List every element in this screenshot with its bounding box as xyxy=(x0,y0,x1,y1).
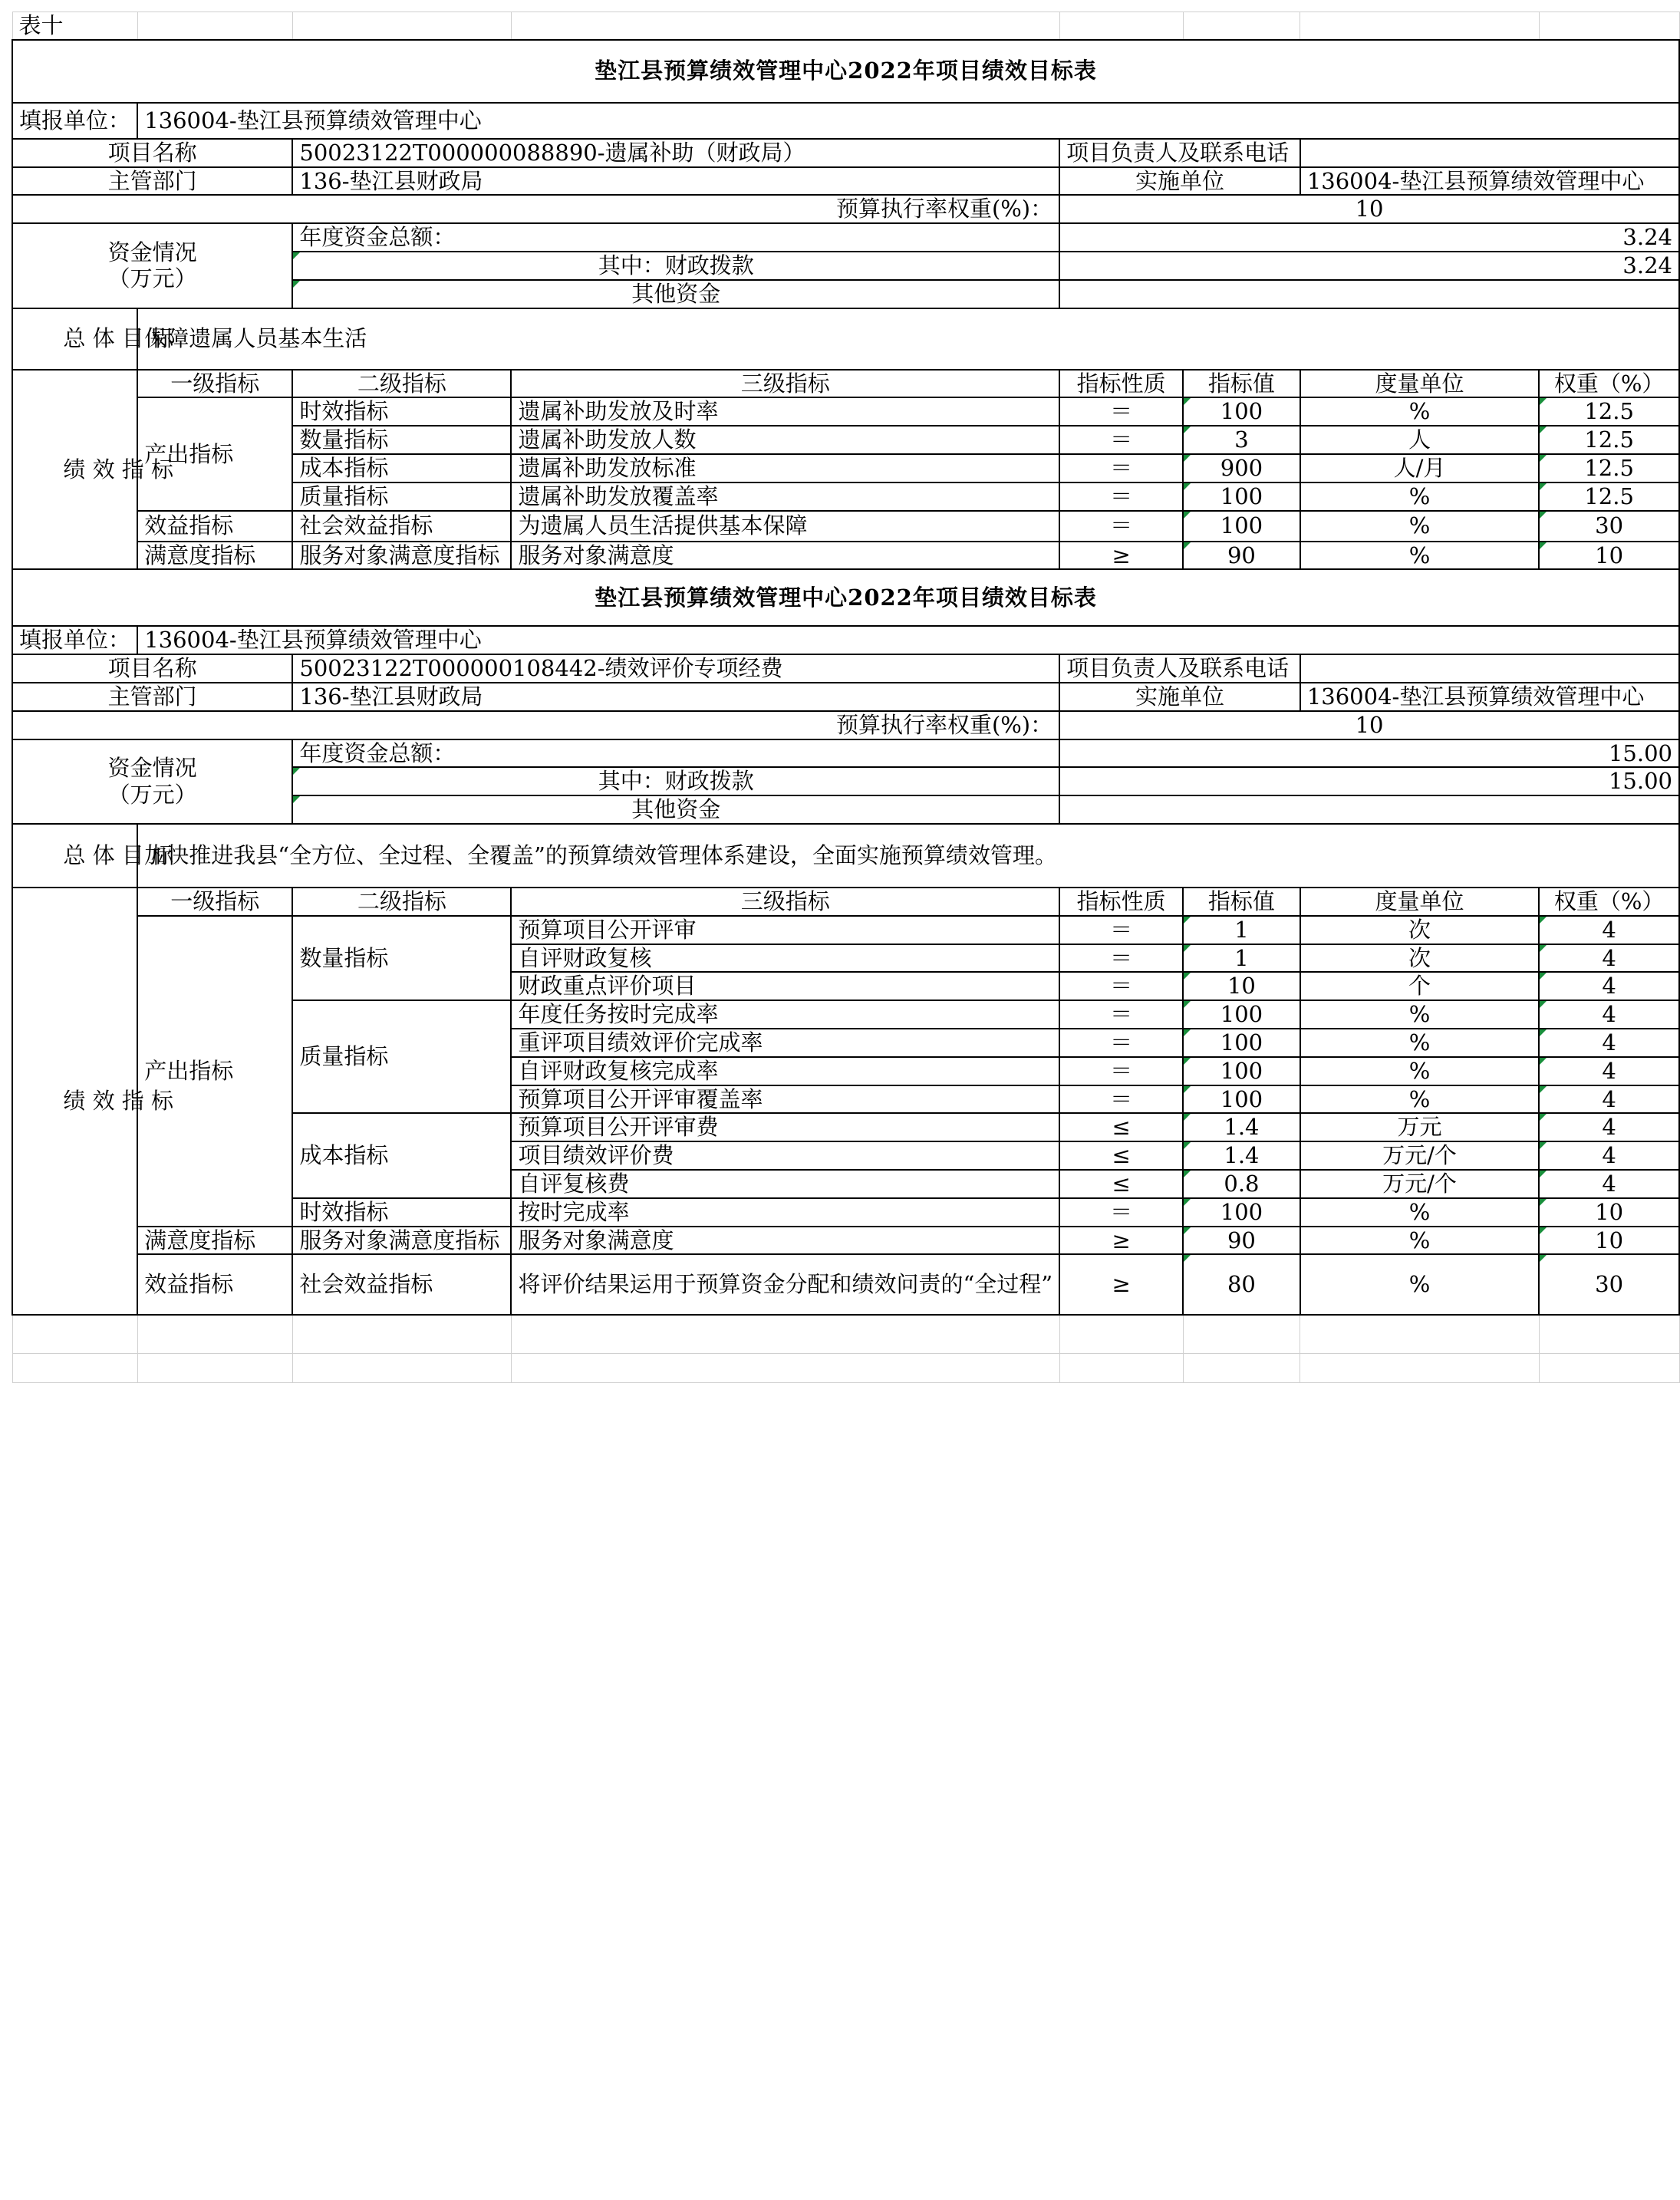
table-title: 垫江县预算绩效管理中心2022年项目绩效目标表 xyxy=(12,569,1679,626)
indicator-value: 1 xyxy=(1183,916,1300,944)
sheet-row xyxy=(12,223,1679,252)
grid-cell xyxy=(137,1353,292,1382)
sheet-row xyxy=(12,1315,1679,1353)
indicators-label xyxy=(12,888,174,1315)
level3-indicator: 自评财政复核完成率 xyxy=(511,1057,1059,1085)
indicator-unit: 个 xyxy=(1300,972,1539,1000)
col-l2-header: 二级指标 xyxy=(292,888,511,916)
level2-indicator: 质量指标 xyxy=(292,482,511,511)
sheet-row xyxy=(12,370,1679,398)
grid-cell xyxy=(511,1315,1059,1353)
level2-indicator: 时效指标 xyxy=(292,397,511,426)
grid-cell xyxy=(1300,1315,1539,1353)
impl-unit-label: 实施单位 xyxy=(1059,683,1300,711)
contact-label: 项目负责人及联系电话 xyxy=(1059,139,1300,167)
level3-indicator: 按时完成率 xyxy=(511,1198,1059,1227)
indicator-value: 90 xyxy=(1183,1227,1300,1255)
indicator-unit: % xyxy=(1300,482,1539,511)
level3-indicator: 服务对象满意度 xyxy=(511,542,1059,570)
annual-total-value: 15.00 xyxy=(1059,739,1679,768)
project-name-value: 50023122T000000108442-绩效评价专项经费 xyxy=(292,654,1059,683)
col-value-header: 指标值 xyxy=(1183,370,1300,398)
level3-indicator: 服务对象满意度 xyxy=(511,1227,1059,1255)
fiscal-label: 其中：财政拨款 xyxy=(292,252,1059,280)
indicator-weight: 12.5 xyxy=(1539,397,1679,426)
sheet-row xyxy=(12,139,1679,167)
indicator-nature: ＝ xyxy=(1059,1085,1183,1114)
sheet-row xyxy=(12,569,1679,626)
budget-weight-label: 预算执行率权重(%)： xyxy=(12,195,1059,223)
indicator-nature: ≤ xyxy=(1059,1113,1183,1141)
indicator-unit: 次 xyxy=(1300,944,1539,973)
indicator-value: 100 xyxy=(1183,1000,1300,1029)
indicator-weight: 10 xyxy=(1539,542,1679,570)
grid-cell xyxy=(1539,12,1679,40)
indicator-unit: % xyxy=(1300,1000,1539,1029)
level2-indicator: 成本指标 xyxy=(292,1113,511,1197)
goal-label-text: 总 体 目 标 xyxy=(63,325,174,352)
indicator-value: 3 xyxy=(1183,426,1300,454)
goal-value: 保障遗属人员基本生活 xyxy=(137,308,1679,370)
indicator-value: 100 xyxy=(1183,1198,1300,1227)
dept-label: 主管部门 xyxy=(12,683,292,711)
project-name-value: 50023122T000000088890-遗属补助（财政局） xyxy=(292,139,1059,167)
other-funds-label: 其他资金 xyxy=(292,280,1059,308)
grid-cell xyxy=(1539,1353,1679,1382)
col-value-header: 指标值 xyxy=(1183,888,1300,916)
indicator-nature: ＝ xyxy=(1059,1057,1183,1085)
indicator-nature: ＝ xyxy=(1059,944,1183,973)
goal-value: 加快推进我县“全方位、全过程、全覆盖”的预算绩效管理体系建设，全面实施预算绩效管理。 xyxy=(137,824,1679,888)
indicator-unit: % xyxy=(1300,1254,1539,1315)
indicator-unit: % xyxy=(1300,1227,1539,1255)
dept-label: 主管部门 xyxy=(12,167,292,196)
contact-value xyxy=(1300,139,1679,167)
indicator-value: 1.4 xyxy=(1183,1113,1300,1141)
level3-indicator: 财政重点评价项目 xyxy=(511,972,1059,1000)
indicator-value: 100 xyxy=(1183,1029,1300,1057)
col-unit-header: 度量单位 xyxy=(1300,888,1539,916)
indicator-value: 100 xyxy=(1183,1085,1300,1114)
annual-total-value: 3.24 xyxy=(1059,223,1679,252)
indicator-nature: ≥ xyxy=(1059,1227,1183,1255)
level3-indicator: 自评财政复核 xyxy=(511,944,1059,973)
level3-indicator: 年度任务按时完成率 xyxy=(511,1000,1059,1029)
budget-weight-value: 10 xyxy=(1059,711,1679,739)
indicator-weight: 4 xyxy=(1539,1029,1679,1057)
level3-indicator: 预算项目公开评审 xyxy=(511,916,1059,944)
indicator-nature: ＝ xyxy=(1059,454,1183,482)
indicator-weight: 4 xyxy=(1539,1170,1679,1198)
project-name-label: 项目名称 xyxy=(12,139,292,167)
sheet-row xyxy=(12,103,1679,139)
indicator-weight: 30 xyxy=(1539,1254,1679,1315)
project-name-label: 项目名称 xyxy=(12,654,292,683)
level1-indicator: 产出指标 xyxy=(137,916,292,1227)
col-l1-header: 一级指标 xyxy=(137,888,292,916)
indicator-weight: 4 xyxy=(1539,1113,1679,1141)
grid-cell xyxy=(1183,1353,1300,1382)
goal-label xyxy=(12,308,174,370)
level3-indicator: 自评复核费 xyxy=(511,1170,1059,1198)
unit-value: 136004-垫江县预算绩效管理中心 xyxy=(137,626,1679,654)
sheet-row xyxy=(12,511,1679,542)
indicator-value: 80 xyxy=(1183,1254,1300,1315)
level1-indicator: 满意度指标 xyxy=(137,542,292,570)
col-unit-header: 度量单位 xyxy=(1300,370,1539,398)
level3-indicator: 重评项目绩效评价完成率 xyxy=(511,1029,1059,1057)
indicators-label xyxy=(12,370,174,570)
col-nature-header: 指标性质 xyxy=(1059,888,1183,916)
fiscal-label: 其中：财政拨款 xyxy=(292,767,1059,795)
indicator-weight: 30 xyxy=(1539,511,1679,542)
indicator-nature: ＝ xyxy=(1059,482,1183,511)
indicator-value: 1 xyxy=(1183,944,1300,973)
annual-total-label: 年度资金总额： xyxy=(292,223,1059,252)
level2-indicator: 服务对象满意度指标 xyxy=(292,542,511,570)
indicator-value: 100 xyxy=(1183,1057,1300,1085)
sheet-row xyxy=(12,711,1679,739)
level2-indicator: 数量指标 xyxy=(292,916,511,1000)
level2-indicator: 质量指标 xyxy=(292,1000,511,1113)
indicator-value: 100 xyxy=(1183,397,1300,426)
level3-indicator: 预算项目公开评审覆盖率 xyxy=(511,1085,1059,1114)
indicator-unit: % xyxy=(1300,1029,1539,1057)
indicator-nature: ＝ xyxy=(1059,916,1183,944)
sheet-row xyxy=(12,40,1679,103)
col-l1-header: 一级指标 xyxy=(137,370,292,398)
indicator-unit: % xyxy=(1300,1198,1539,1227)
col-nature-header: 指标性质 xyxy=(1059,370,1183,398)
indicator-weight: 4 xyxy=(1539,1000,1679,1029)
unit-label: 填报单位： xyxy=(12,103,137,139)
sheet-row xyxy=(12,12,1679,40)
indicator-weight: 4 xyxy=(1539,916,1679,944)
unit-value: 136004-垫江县预算绩效管理中心 xyxy=(137,103,1679,139)
table-title: 垫江县预算绩效管理中心2022年项目绩效目标表 xyxy=(12,40,1679,103)
level3-indicator: 遗属补助发放人数 xyxy=(511,426,1059,454)
indicator-unit: 万元 xyxy=(1300,1113,1539,1141)
fiscal-value: 15.00 xyxy=(1059,767,1679,795)
col-weight-header: 权重（%） xyxy=(1539,888,1679,916)
level3-indicator: 预算项目公开评审费 xyxy=(511,1113,1059,1141)
indicator-nature: ≤ xyxy=(1059,1170,1183,1198)
sheet-row xyxy=(12,1227,1679,1255)
annual-total-label: 年度资金总额： xyxy=(292,739,1059,768)
grid-cell xyxy=(1300,12,1539,40)
grid-cell xyxy=(137,12,292,40)
sheet-row xyxy=(12,739,1679,768)
grid-cell xyxy=(1059,1353,1183,1382)
goal-label xyxy=(12,824,174,888)
level2-indicator: 服务对象满意度指标 xyxy=(292,1227,511,1255)
grid-cell xyxy=(1183,12,1300,40)
indicator-nature: ＝ xyxy=(1059,511,1183,542)
indicator-weight: 12.5 xyxy=(1539,454,1679,482)
fiscal-value: 3.24 xyxy=(1059,252,1679,280)
indicator-weight: 4 xyxy=(1539,1057,1679,1085)
col-l3-header: 三级指标 xyxy=(511,888,1059,916)
col-l3-header: 三级指标 xyxy=(511,370,1059,398)
indicator-unit: 人 xyxy=(1300,426,1539,454)
level2-indicator: 社会效益指标 xyxy=(292,1254,511,1315)
col-l2-header: 二级指标 xyxy=(292,370,511,398)
level2-indicator: 成本指标 xyxy=(292,454,511,482)
indicators-label-text: 绩 效 指 标 xyxy=(63,456,174,482)
indicator-unit: 万元/个 xyxy=(1300,1170,1539,1198)
indicator-nature: ＝ xyxy=(1059,972,1183,1000)
sheet-row xyxy=(12,308,1679,370)
indicator-value: 0.8 xyxy=(1183,1170,1300,1198)
indicator-weight: 12.5 xyxy=(1539,482,1679,511)
performance-target-sheet xyxy=(12,12,1680,1383)
sheet-row xyxy=(12,626,1679,654)
grid-cell xyxy=(1183,1315,1300,1353)
grid-cell xyxy=(1539,1315,1679,1353)
level3-indicator: 遗属补助发放覆盖率 xyxy=(511,482,1059,511)
indicator-unit: % xyxy=(1300,397,1539,426)
grid-cell xyxy=(511,12,1059,40)
level3-indicator: 遗属补助发放标准 xyxy=(511,454,1059,482)
sheet-row xyxy=(12,888,1679,916)
dept-value: 136-垫江县财政局 xyxy=(292,167,1059,196)
indicator-nature: ＝ xyxy=(1059,426,1183,454)
other-funds-value xyxy=(1059,280,1679,308)
sheet-row xyxy=(12,916,1679,944)
contact-value xyxy=(1300,654,1679,683)
level3-indicator: 遗属补助发放及时率 xyxy=(511,397,1059,426)
budget-weight-value: 10 xyxy=(1059,195,1679,223)
indicator-weight: 10 xyxy=(1539,1227,1679,1255)
indicator-nature: ＝ xyxy=(1059,1198,1183,1227)
indicator-value: 900 xyxy=(1183,454,1300,482)
sheet-row xyxy=(12,1353,1679,1382)
sheet-row xyxy=(12,824,1679,888)
indicator-unit: 万元/个 xyxy=(1300,1141,1539,1170)
impl-unit-value: 136004-垫江县预算绩效管理中心 xyxy=(1300,167,1679,196)
indicator-unit: % xyxy=(1300,542,1539,570)
indicator-nature: ＝ xyxy=(1059,397,1183,426)
indicator-value: 100 xyxy=(1183,511,1300,542)
funds-label: 资金情况 （万元） xyxy=(12,739,292,824)
grid-cell xyxy=(12,1353,137,1382)
impl-unit-value: 136004-垫江县预算绩效管理中心 xyxy=(1300,683,1679,711)
grid-cell xyxy=(1059,12,1183,40)
indicator-nature: ＝ xyxy=(1059,1029,1183,1057)
col-weight-header: 权重（%） xyxy=(1539,370,1679,398)
indicator-unit: 人/月 xyxy=(1300,454,1539,482)
level2-indicator: 时效指标 xyxy=(292,1198,511,1227)
contact-label: 项目负责人及联系电话 xyxy=(1059,654,1300,683)
sheet-row xyxy=(12,542,1679,570)
other-funds-label: 其他资金 xyxy=(292,795,1059,824)
grid-cell xyxy=(292,12,511,40)
indicator-nature: ≥ xyxy=(1059,1254,1183,1315)
indicator-unit: % xyxy=(1300,511,1539,542)
grid-cell xyxy=(292,1315,511,1353)
indicator-unit: 次 xyxy=(1300,916,1539,944)
sheet-row xyxy=(12,683,1679,711)
grid-cell xyxy=(511,1353,1059,1382)
level1-indicator: 满意度指标 xyxy=(137,1227,292,1255)
level2-indicator: 社会效益指标 xyxy=(292,511,511,542)
indicator-nature: ≤ xyxy=(1059,1141,1183,1170)
sheet-row xyxy=(12,195,1679,223)
sheet-row xyxy=(12,167,1679,196)
indicator-weight: 10 xyxy=(1539,1198,1679,1227)
indicator-nature: ＝ xyxy=(1059,1000,1183,1029)
sheet-label: 表十 xyxy=(12,12,137,40)
indicator-unit: % xyxy=(1300,1085,1539,1114)
level2-indicator: 数量指标 xyxy=(292,426,511,454)
grid-cell xyxy=(292,1353,511,1382)
indicator-value: 100 xyxy=(1183,482,1300,511)
funds-label: 资金情况 （万元） xyxy=(12,223,292,308)
indicator-weight: 4 xyxy=(1539,1141,1679,1170)
indicators-label-text: 绩 效 指 标 xyxy=(63,1088,174,1115)
grid-cell xyxy=(12,1315,137,1353)
level1-indicator: 效益指标 xyxy=(137,511,292,542)
grid-cell xyxy=(1300,1353,1539,1382)
indicator-value: 10 xyxy=(1183,972,1300,1000)
sheet-row xyxy=(12,654,1679,683)
level3-indicator: 为遗属人员生活提供基本保障 xyxy=(511,511,1059,542)
indicator-weight: 4 xyxy=(1539,1085,1679,1114)
indicator-nature: ≥ xyxy=(1059,542,1183,570)
sheet-row xyxy=(12,397,1679,426)
level1-indicator: 产出指标 xyxy=(137,397,292,510)
goal-label-text: 总 体 目 标 xyxy=(63,842,174,869)
budget-weight-label: 预算执行率权重(%)： xyxy=(12,711,1059,739)
indicator-unit: % xyxy=(1300,1057,1539,1085)
level1-indicator: 效益指标 xyxy=(137,1254,292,1315)
indicator-value: 90 xyxy=(1183,542,1300,570)
dept-value: 136-垫江县财政局 xyxy=(292,683,1059,711)
unit-label: 填报单位： xyxy=(12,626,137,654)
indicator-weight: 12.5 xyxy=(1539,426,1679,454)
indicator-weight: 4 xyxy=(1539,972,1679,1000)
level3-indicator: 将评价结果运用于预算资金分配和绩效问责的“全过程” xyxy=(511,1254,1059,1315)
grid-cell xyxy=(1059,1315,1183,1353)
impl-unit-label: 实施单位 xyxy=(1059,167,1300,196)
indicator-weight: 4 xyxy=(1539,944,1679,973)
indicator-value: 1.4 xyxy=(1183,1141,1300,1170)
other-funds-value xyxy=(1059,795,1679,824)
sheet-row xyxy=(12,1254,1679,1315)
grid-cell xyxy=(137,1315,292,1353)
level3-indicator: 项目绩效评价费 xyxy=(511,1141,1059,1170)
